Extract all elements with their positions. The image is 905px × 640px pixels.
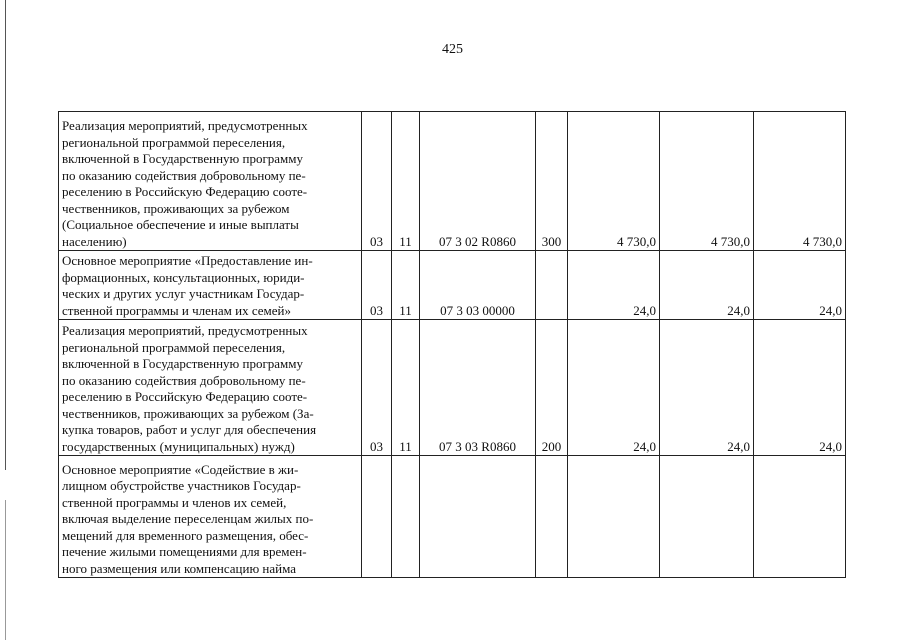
table-row (59, 320, 846, 456)
page-number: 425 (442, 42, 463, 57)
expense-type-code (536, 251, 568, 320)
row-description: Реализация мероприятий, предусмотренных региональной программой переселения, включенной в Государственную программу по оказанию содействия добровольному пе- реселению в Российскую Федерацию сооте- чественников, проживающих за рубежом (Социальное обеспечение и иные выплаты населению) (59, 112, 362, 251)
target-article-code: 07 3 03 R0860 (420, 320, 536, 456)
table-row (59, 112, 846, 251)
section-code: 03 (362, 251, 392, 320)
amount-year-2: 24,0 (660, 251, 754, 320)
target-article-code: 07 3 03 00000 (420, 251, 536, 320)
amount-year-1: 4 730,0 (568, 112, 660, 251)
amount-year-2: 4 730,0 (660, 112, 754, 251)
row-description: Реализация мероприятий, предусмотренных региональной программой переселения, включенной в Государственную программу по оказанию содействия добровольному пе- реселению в Российскую Федерацию сооте- чественников, проживающих за рубежом (За- купка товаров, работ и услуг для обеспечения государственных (муниципальных) нужд) (59, 320, 362, 456)
subsection-code (392, 456, 420, 578)
target-article-code: 07 3 02 R0860 (420, 112, 536, 251)
page-left-edge-line (5, 0, 6, 470)
expense-type-code: 200 (536, 320, 568, 456)
expense-type-code: 300 (536, 112, 568, 251)
amount-year-2: 24,0 (660, 320, 754, 456)
table-row (59, 251, 846, 320)
amount-year-3 (754, 456, 846, 578)
section-code (362, 456, 392, 578)
amount-year-3: 24,0 (754, 320, 846, 456)
subsection-code: 11 (392, 320, 420, 456)
budget-table (58, 111, 846, 578)
section-code: 03 (362, 320, 392, 456)
amount-year-1 (568, 456, 660, 578)
amount-year-1: 24,0 (568, 320, 660, 456)
row-description: Основное мероприятие «Предоставление ин- формационных, консультационных, юриди- ческих и других услуг участникам Государ- ственной программы и членам их семей» (59, 251, 362, 320)
amount-year-3: 24,0 (754, 251, 846, 320)
expense-type-code (536, 456, 568, 578)
table-row (59, 456, 846, 578)
subsection-code: 11 (392, 251, 420, 320)
target-article-code (420, 456, 536, 578)
amount-year-1: 24,0 (568, 251, 660, 320)
amount-year-3: 4 730,0 (754, 112, 846, 251)
subsection-code: 11 (392, 112, 420, 251)
page-left-edge-line-lower (5, 500, 6, 640)
row-description: Основное мероприятие «Содействие в жи- лищном обустройстве участников Государ- ственной программы и членов их семей, включая выделение переселенцам жилых по- мещений для временного размещения, обес- печение жилыми помещениями для времен- ного размещения или компенсацию найма (59, 456, 362, 578)
amount-year-2 (660, 456, 754, 578)
section-code: 03 (362, 112, 392, 251)
